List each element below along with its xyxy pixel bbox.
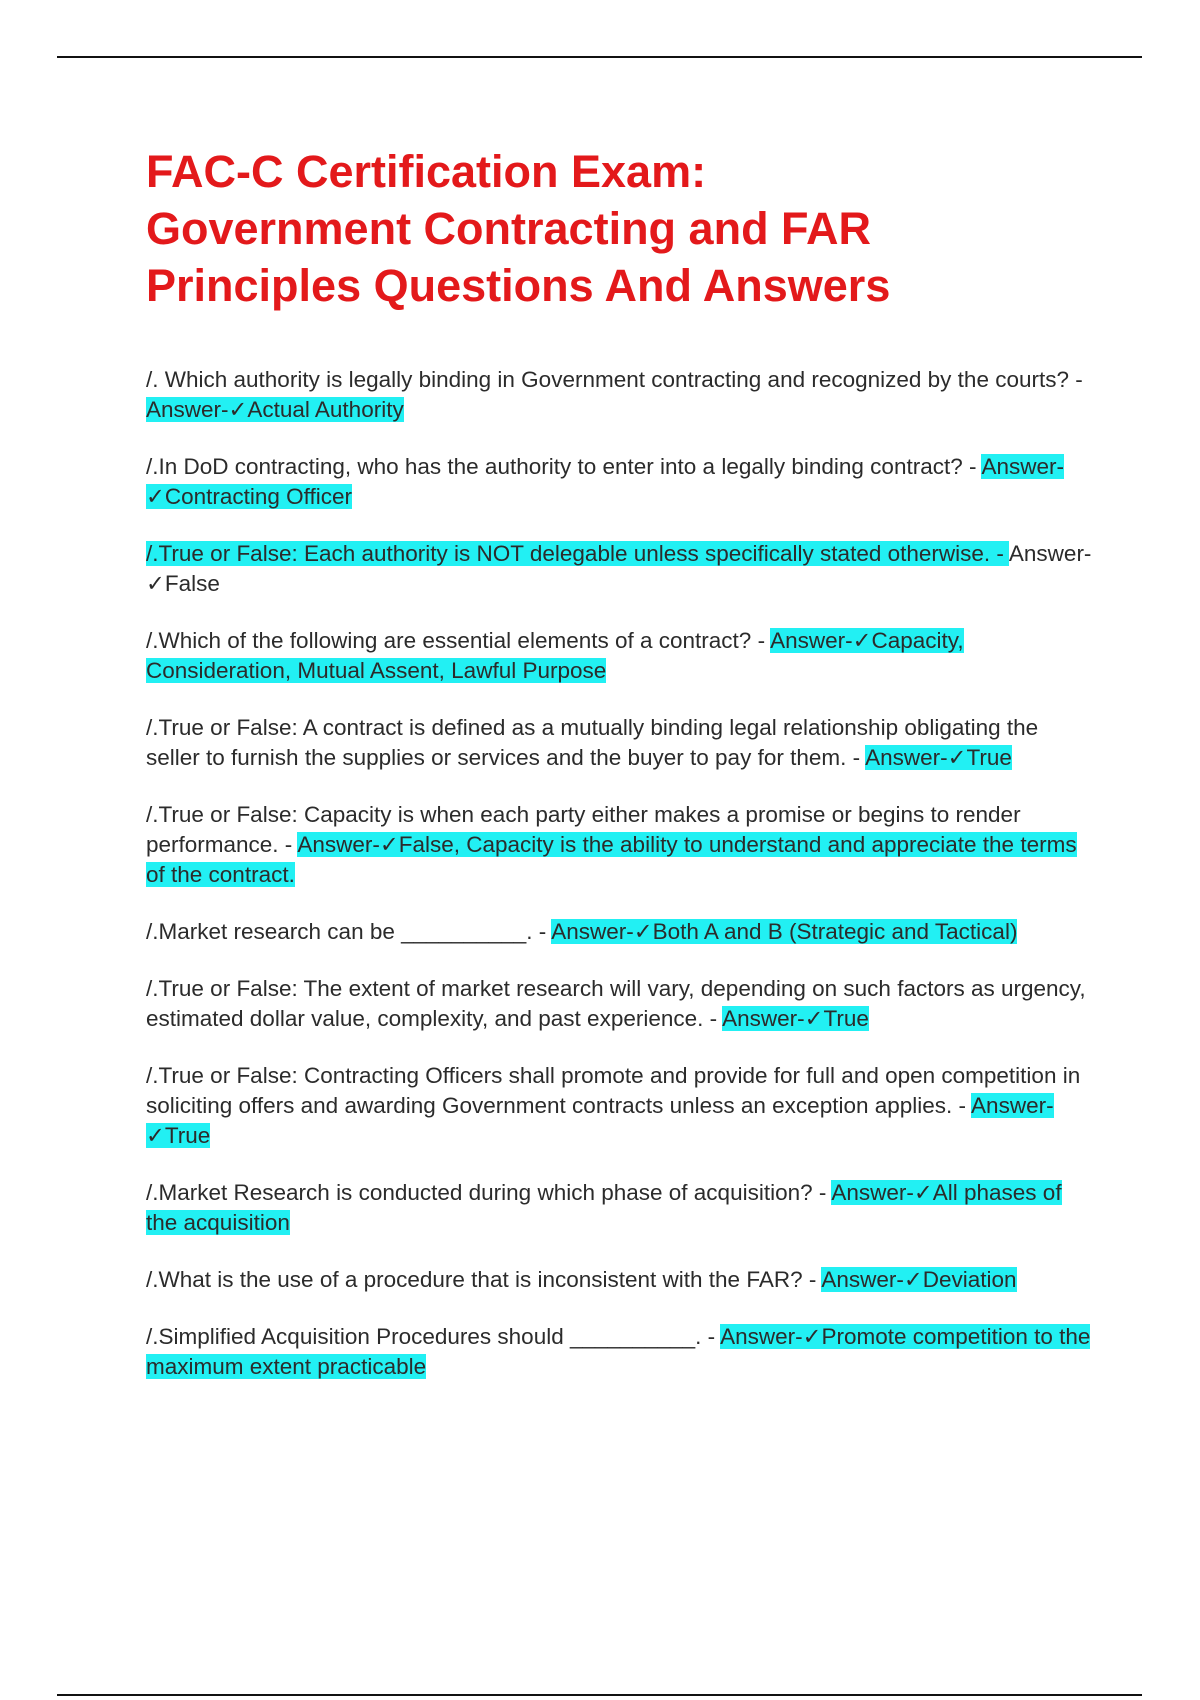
question-text: /.True or False: Capacity is when each party either makes a promise or begins to render performance. - — [146, 802, 1021, 857]
title-line: Principles Questions And Answers — [146, 260, 891, 311]
answer-text: Answer-✓True — [146, 1093, 1054, 1148]
answer-text: Answer-✓All phases of the acquisition — [146, 1180, 1062, 1235]
question-text: /.Market Research is conducted during which phase of acquisition? - — [146, 1180, 832, 1205]
answer-text: Answer-✓Contracting Officer — [146, 454, 1065, 509]
question-text: /. Which authority is legally binding in Government contracting and recognized by the courts? - — [146, 367, 1083, 392]
qa-item — [146, 917, 1096, 947]
question-text: /.True or False: The extent of market research will vary, depending on such factors as urgency, estimated dollar value, complexity, and past experience. - — [146, 976, 1086, 1031]
top-rule — [57, 56, 1142, 58]
qa-item — [146, 1265, 1096, 1295]
question-text: /.True or False: Each authority is NOT delegable unless specifically stated otherwise. - — [146, 541, 1009, 566]
question-text: /.True or False: Contracting Officers shall promote and provide for full and open competition in soliciting offers and awarding Government contracts unless an exception applies. - — [146, 1063, 1081, 1118]
qa-item — [146, 974, 1096, 1034]
question-text: /.Which of the following are essential elements of a contract? - — [146, 628, 771, 653]
question-text: /.What is the use of a procedure that is inconsistent with the FAR? - — [146, 1267, 822, 1292]
title-line: FAC-C Certification Exam: — [146, 146, 707, 197]
answer-text: Answer-✓Actual Authority — [146, 397, 404, 422]
qa-item — [146, 452, 1096, 512]
answer-text: Answer-✓True — [722, 1006, 869, 1031]
answer-text: Answer-✓False, Capacity is the ability to understand and appreciate the terms of the contract. — [146, 832, 1077, 887]
qa-item — [146, 1322, 1096, 1382]
qa-item — [146, 539, 1096, 599]
qa-item — [146, 713, 1096, 773]
qa-item — [146, 626, 1096, 686]
qa-item — [146, 1178, 1096, 1238]
answer-text: Answer-✓True — [865, 745, 1012, 770]
question-text: /.True or False: A contract is defined as a mutually binding legal relationship obligating the seller to furnish the supplies or services and the buyer to pay for them. - — [146, 715, 1039, 770]
document-title — [146, 143, 1126, 314]
question-text: /.Market research can be __________. - — [146, 919, 552, 944]
answer-text: Answer-✓False — [146, 541, 1092, 596]
qa-item — [146, 800, 1096, 890]
bottom-rule — [57, 1694, 1142, 1696]
qa-list — [146, 365, 1096, 1409]
answer-text: Answer-✓Both A and B (Strategic and Tactical) — [551, 919, 1018, 944]
question-text: /.In DoD contracting, who has the authority to enter into a legally binding contract? - — [146, 454, 982, 479]
qa-item — [146, 365, 1096, 425]
question-text: /.Simplified Acquisition Procedures should __________. - — [146, 1324, 721, 1349]
answer-text: Answer-✓Promote competition to the maximum extent practicable — [146, 1324, 1091, 1379]
answer-text: Answer-✓Capacity, Consideration, Mutual Assent, Lawful Purpose — [146, 628, 964, 683]
qa-item — [146, 1061, 1096, 1151]
title-line: Government Contracting and FAR — [146, 203, 872, 254]
answer-text: Answer-✓Deviation — [821, 1267, 1017, 1292]
